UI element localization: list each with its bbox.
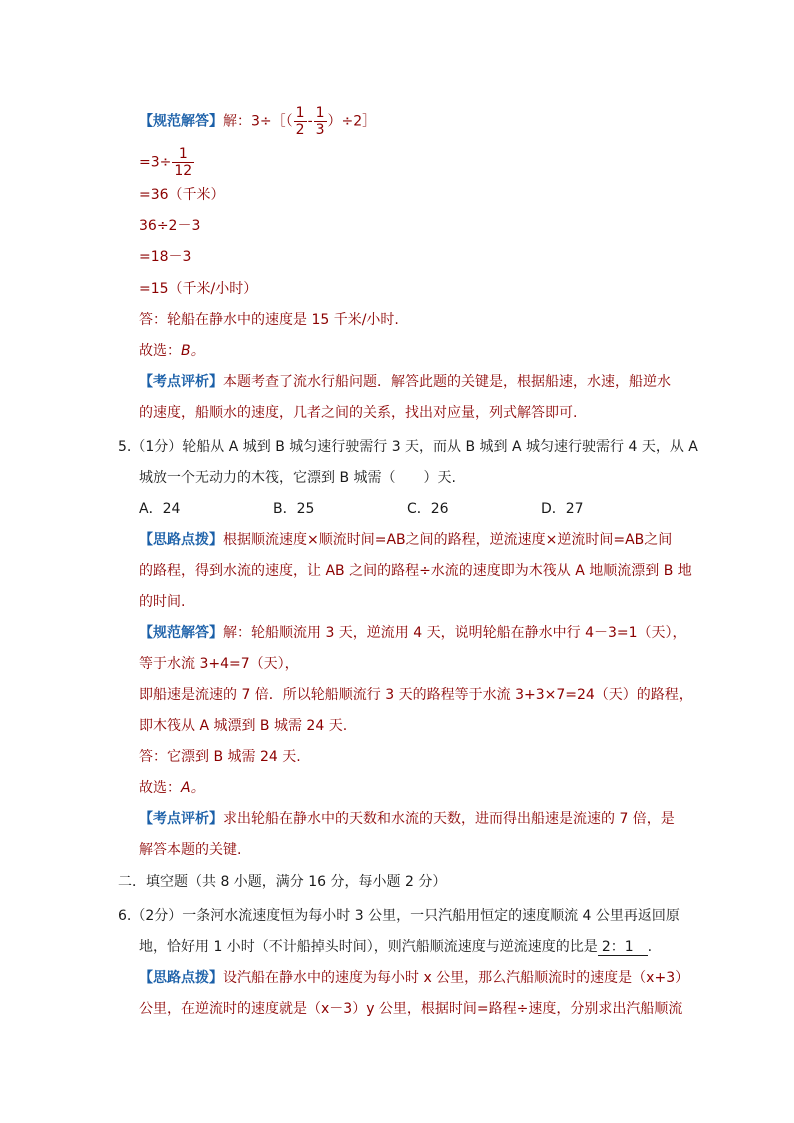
- q4-step-5: =15（千米/小时）: [139, 281, 258, 297]
- solution-prefix: 解：: [223, 113, 251, 130]
- hint-tag: 【思路点拨】: [139, 970, 223, 986]
- q4-analysis-2: 的速度，船顺水的速度，几者之间的关系，找出对应量，列式解答即可.: [139, 405, 578, 421]
- fraction: $\frac{1}{3}$: [315, 105, 325, 138]
- q6-stem-2: 地，恰好用 1 小时（不计船掉头时间），则汽船顺流速度与逆流速度的比是 2：1 .: [139, 939, 653, 955]
- analysis-tag: 【考点评析】: [139, 374, 223, 390]
- q5-solution-4: 即木筏从 A 城漂到 B 城需 24 天.: [139, 718, 348, 734]
- hint-tag: 【思路点拨】: [139, 532, 223, 548]
- q4-analysis: 【考点评析】本题考查了流水行船问题．解答此题的关键是，根据船速，水速，船逆水: [139, 374, 671, 390]
- q4-step-4: =18－3: [139, 249, 192, 265]
- q5-stem-2: 城放一个无动力的木筏，它漂到 B 城需（ ）天.: [139, 470, 456, 486]
- q5-choice: 故选：A。: [139, 780, 205, 796]
- q6-stem-1: 6.（2分）一条河水流速度恒为每小时 3 公里，一只汽船用恒定的速度顺流 4 公里再返回原: [118, 908, 680, 924]
- fraction: $\frac{1}{2}$: [295, 105, 305, 138]
- q5-hint-2: 的路程，得到水流的速度，让 AB 之间的路程÷水流的速度即为木筏从 A 地顺流漂到 B 地: [139, 563, 692, 579]
- q5-stem-1: 5.（1分）轮船从 A 城到 B 城匀速行驶需行 3 天，而从 B 城到 A 城匀速行驶需行 4 天，从 A: [118, 439, 698, 455]
- q5-solution-3: 即船速是流速的 7 倍．所以轮船顺流行 3 天的路程等于水流 3+3×7=24（天）的路程，: [139, 687, 693, 703]
- q6-hint: 【思路点拨】设汽船在静水中的速度为每小时 x 公里，那么汽船顺流时的速度是（x+3）: [139, 970, 690, 986]
- section-heading: 二．填空题（共 8 小题，满分 16 分，每小题 2 分）: [118, 874, 447, 890]
- q4-choice: 故选：B。: [139, 343, 205, 359]
- q4-step-2: =36（千米）: [139, 187, 225, 203]
- expr-part: 3÷［（: [251, 113, 293, 130]
- option-b: B．25: [273, 501, 315, 517]
- q5-analysis: 【考点评析】求出轮船在静水中的天数和水流的天数，进而得出船速是流速的 7 倍，是: [139, 811, 675, 827]
- answer-tag: 【规范解答】: [139, 113, 223, 130]
- option-a: A．24: [139, 501, 181, 517]
- answer-tag: 【规范解答】: [139, 625, 223, 641]
- q5-hint: 【思路点拨】根据顺流速度×顺流时间=AB之间的路程，逆流速度×逆流时间=AB之间: [139, 532, 673, 548]
- q5-answer: 答：它漂到 B 城需 24 天.: [139, 749, 301, 765]
- minus-sign: -: [307, 113, 313, 130]
- option-c: C．26: [407, 501, 449, 517]
- q4-solution-line: [139, 105, 376, 138]
- q5-options: [139, 499, 675, 519]
- q4-answer: 答：轮船在静水中的速度是 15 千米/小时.: [139, 312, 399, 328]
- analysis-tag: 【考点评析】: [139, 811, 223, 827]
- q5-analysis-2: 解答本题的关键.: [139, 842, 242, 858]
- fraction: $\frac{1}{12}$: [174, 146, 193, 179]
- answer-blank: 2：1: [598, 939, 648, 956]
- q5-solution-2: 等于水流 3+4=7（天），: [139, 656, 299, 672]
- q4-step-1: =3÷ $\frac{1}{12}$: [139, 146, 193, 179]
- expr-part: ）÷2］: [327, 113, 377, 130]
- q6-hint-2: 公里，在逆流时的速度就是（x－3）y 公里，根据时间=路程÷速度，分别求出汽船顺流: [139, 1001, 683, 1017]
- q5-solution: 【规范解答】解：轮船顺流用 3 天，逆流用 4 天，说明轮船在静水中行 4－3=1（天），: [139, 625, 687, 641]
- q4-step-3: 36÷2－3: [139, 218, 201, 234]
- q5-hint-3: 的时间.: [139, 594, 186, 610]
- option-d: D．27: [541, 501, 584, 517]
